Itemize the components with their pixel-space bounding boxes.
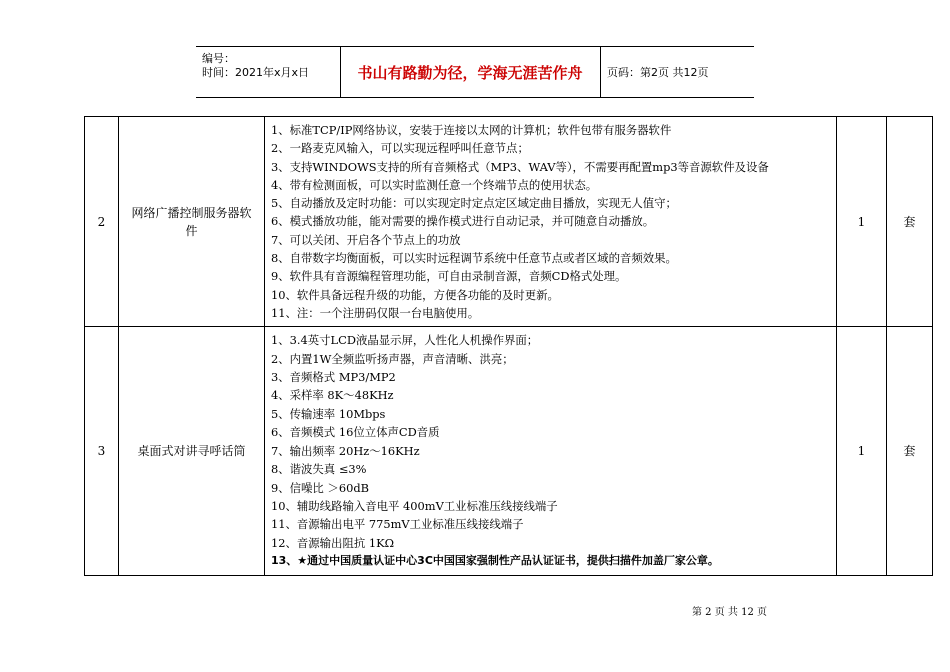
spec-item: 11、音源输出电平 775mV工业标准压线接线端子 — [271, 517, 524, 532]
spec-item: 10、软件具备远程升级的功能，方便各功能的及时更新。 — [271, 287, 559, 302]
spec-item: 4、采样率 8K～48KHz — [271, 388, 394, 403]
spec-item: 5、传输速率 10Mbps — [271, 406, 386, 421]
spec-item: 7、输出频率 20Hz～16KHz — [271, 443, 420, 458]
spec-item: 9、信噪比 ＞60dB — [271, 480, 369, 495]
header-page-label: 页码：第2页 共12页 — [607, 66, 709, 79]
spec-item: 8、自带数字均衡面板，可以实时远程调节系统中任意节点或者区域的音频效果。 — [271, 251, 677, 266]
spec-item-certification: 13、★通过中国质量认证中心3C中国国家强制性产品认证证书，提供扫描件加盖厂家公章。 — [271, 554, 719, 568]
spec-item: 12、音源输出阻抗 1KΩ — [271, 535, 395, 550]
quantity: 1 — [837, 117, 887, 327]
unit: 套 — [887, 327, 933, 575]
spec-item: 2、内置1W全频监听扬声器，声音清晰、洪亮； — [271, 351, 514, 366]
quantity: 1 — [837, 327, 887, 575]
table-row — [85, 327, 933, 575]
spec-item: 7、可以关闭、开启各个节点上的功放 — [271, 232, 461, 247]
spec-item: 3、音频格式 MP3/MP2 — [271, 370, 396, 385]
page-footer: 第 2 页 共 12 页 — [692, 607, 767, 618]
unit: 套 — [887, 117, 933, 327]
spec-item: 4、带有检测面板，可以实时监测任意一个终端节点的使用状态。 — [271, 177, 598, 192]
spec-list — [265, 327, 837, 575]
spec-item: 2、一路麦克风输入，可以实现远程呼叫任意节点； — [271, 141, 529, 156]
spec-table — [84, 116, 933, 576]
spec-item: 6、音频模式 16位立体声CD音质 — [271, 425, 440, 440]
product-name: 网络广播控制服务器软件 — [119, 117, 265, 327]
spec-item: 8、谐波失真 ≤3% — [271, 462, 367, 477]
page-header — [196, 46, 754, 98]
spec-item: 9、软件具有音源编程管理功能，可自由录制音源，音频CD格式处理。 — [271, 269, 627, 284]
spec-item: 1、3.4英寸LCD液晶显示屏，人性化人机操作界面； — [271, 333, 539, 348]
header-meta — [196, 47, 341, 97]
header-motto: 书山有路勤为径，学海无涯苦作舟 — [340, 47, 601, 97]
number-label: 编号： — [202, 52, 235, 65]
spec-item: 10、辅助线路输入音电平 400mV工业标准压线接线端子 — [271, 498, 558, 513]
spec-item: 6、模式播放功能，能对需要的操作模式进行自动记录，并可随意自动播放。 — [271, 214, 655, 229]
spec-list — [265, 117, 837, 327]
row-index: 3 — [85, 327, 119, 575]
spec-item: 5、自动播放及定时功能：可以实现定时定点定区域定曲目播放，实现无人值守； — [271, 196, 677, 211]
spec-item: 11、注：一个注册码仅限一台电脑使用。 — [271, 305, 480, 320]
date-label: 时间：2021年x月x日 — [202, 66, 310, 79]
table-row — [85, 117, 933, 327]
spec-item: 1、标准TCP/IP网络协议，安装于连接以太网的计算机；软件包带有服务器软件 — [271, 123, 672, 137]
product-name: 桌面式对讲寻呼话筒 — [119, 327, 265, 575]
spec-item: 3、支持WINDOWS支持的所有音频格式（MP3、WAV等），不需要再配置mp3等音源软件及设备 — [271, 159, 769, 174]
row-index: 2 — [85, 117, 119, 327]
